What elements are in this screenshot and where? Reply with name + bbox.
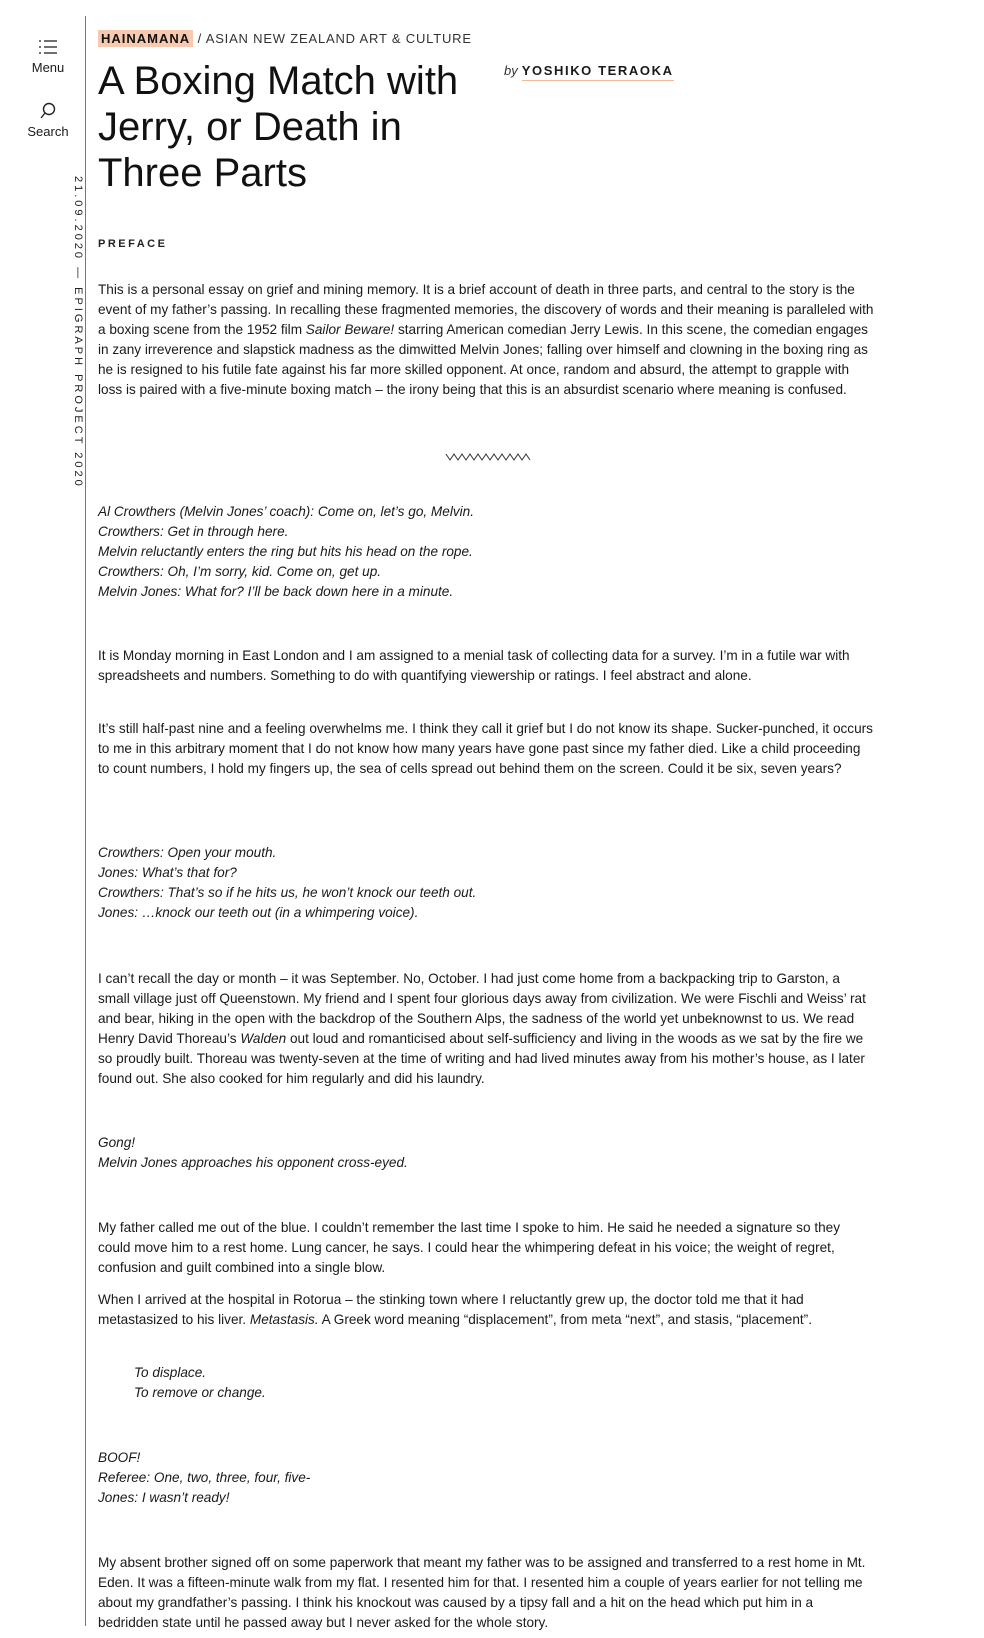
sidebar-divider	[85, 16, 86, 1626]
byline-by: by	[504, 63, 518, 78]
definition-line: To remove or change.	[134, 1385, 266, 1400]
dialogue-block	[98, 1133, 874, 1173]
search-label: Search	[27, 124, 69, 139]
section-link[interactable]: ASIAN NEW ZEALAND ART & CULTURE	[205, 31, 472, 46]
page-title: A Boxing Match with Jerry, or Death in Three Parts	[98, 59, 459, 195]
dialogue-line: Melvin Jones approaches his opponent cross-eyed.	[98, 1155, 408, 1170]
squiggle-divider	[446, 452, 530, 462]
body-paragraph: It’s still half-past nine and a feeling overwhelms me. I think they call it grief but I do not know its shape. Sucker-punched, it occurs to me in this arbitrary moment that I do not know how many years have gone past since my father died. Like a child proceeding to count numbers, I hold my fingers up, the sea of cells spread out behind them on the screen. Could it be six, seven years?	[98, 721, 873, 776]
dialogue-line: Melvin reluctantly enters the ring but hits his head on the rope.	[98, 544, 473, 559]
dialogue-line: Crowthers: That’s so if he hits us, he won’t knock our teeth out.	[98, 885, 477, 900]
dialogue-line: Crowthers: Oh, I’m sorry, kid. Come on, get up.	[98, 564, 382, 579]
dialogue-block	[98, 843, 874, 923]
dialogue-line: Jones: …knock our teeth out (in a whimpering voice).	[98, 905, 419, 920]
text: When I arrived at the hospital in Rotorua – the stinking town where I reluctantly grew up, the doctor told me that it had metastasized to his liver.	[98, 1292, 804, 1327]
definition-line: To displace.	[134, 1365, 207, 1380]
text: A Greek word meaning “displacement”, from meta “next”, and stasis, “placement”.	[318, 1312, 812, 1327]
preface-paragraph	[98, 280, 874, 400]
preface-label: PREFACE	[98, 238, 168, 250]
text: starring American comedian Jerry Lewis. In this scene, the comedian engages in zany irreverence and slapstick madness as the dimwitted Melvin Jones; falling over himself and clowning in the boxing ring as he is resigned to his futile fate against his far more skilled opponent. At once, random and absurd, the attempt to grapple with loss is paired with a five-minute boxing match – the irony being that this is an absurdist scenario where meaning is confused.	[98, 322, 868, 397]
dialogue-line: Crowthers: Get in through here.	[98, 524, 289, 539]
dialogue-line: BOOF!	[98, 1450, 141, 1465]
text: out loud and romanticised about self-sufficiency and living in the woods as we sat by the fire we so proudly built. Thoreau was twenty-seven at the time of writing and had lived minutes away from his mother’s house, as I later found out. She also cooked for him regularly and did his laundry.	[98, 1031, 865, 1086]
byline	[504, 63, 674, 78]
menu-label: Menu	[31, 60, 65, 75]
dialogue-line: Referee: One, two, three, four, five-	[98, 1470, 311, 1485]
menu-button[interactable]	[22, 38, 74, 75]
dialogue-line: Crowthers: Open your mouth.	[98, 845, 277, 860]
film-title: Sailor Beware!	[305, 322, 395, 337]
breadcrumb	[98, 31, 472, 46]
body-paragraph: My absent brother signed off on some paperwork that meant my father was to be assigned and transferred to a rest home in Mt. Eden. It was a fifteen-minute walk from my flat. I resented him for that. I resented him a couple of years earlier for not telling me about my grandfather’s passing. I think his knockout was caused by a tipsy fall and a hit on the head which put him in a bedridden state until he passed away but I never asked for the whole story.	[98, 1555, 866, 1630]
site-logo-link[interactable]: HAINAMANA	[98, 30, 193, 47]
breadcrumb-separator: /	[197, 31, 203, 46]
book-title: Walden	[240, 1031, 287, 1046]
body-paragraph	[98, 1290, 874, 1330]
definition-block	[98, 1363, 874, 1403]
dialogue-block	[98, 502, 874, 602]
publish-date: 21.09.2020 — EPIGRAPH PROJECT 2020	[72, 176, 84, 489]
body-paragraph	[98, 969, 874, 1089]
search-icon	[39, 102, 57, 120]
dialogue-line: Jones: I wasn’t ready!	[98, 1490, 230, 1505]
text: This is a personal essay on grief and mining memory. It is a brief account of death in three parts, and central to the story is the event of my father’s passing. In recalling these fragmented memories, the discovery of words and their meaning is paralleled with a boxing scene from the 1952 film	[98, 282, 874, 337]
dialogue-line: Melvin Jones: What for? I’ll be back down here in a minute.	[98, 584, 454, 599]
dialogue-line: Al Crowthers (Melvin Jones’ coach): Come on, let’s go, Melvin.	[98, 504, 474, 519]
text: I can’t recall the day or month – it was September. No, October. I had just come home from a backpacking trip to Garston, a small village just off Queenstown. My friend and I spent four glorious days away from civilization. We were Fischli and Weiss’ rat and bear, hiking in the open with the backdrop of the Southern Alps, the sadness of the world yet unbeknownst to us. We read Henry David Thoreau’s	[98, 971, 866, 1046]
author-link[interactable]: YOSHIKO TERAOKA	[522, 63, 674, 81]
menu-icon	[38, 38, 58, 56]
body-paragraph: My father called me out of the blue. I couldn’t remember the last time I spoke to him. He said he needed a signature so they could move him to a rest home. Lung cancer, he says. I could hear the whimpering defeat in his voice; the weight of regret, confusion and guilt combined into a single blow.	[98, 1220, 841, 1275]
dialogue-line: Gong!	[98, 1135, 136, 1150]
body-paragraph: It is Monday morning in East London and I am assigned to a menial task of collecting data for a survey. I’m in a futile war with spreadsheets and numbers. Something to do with quantifying viewership or ratings. I feel abstract and alone.	[98, 648, 850, 683]
dialogue-line: Jones: What’s that for?	[98, 865, 237, 880]
dialogue-block	[98, 1448, 874, 1508]
search-button[interactable]	[22, 102, 74, 139]
emphasis: Metastasis.	[249, 1312, 319, 1327]
